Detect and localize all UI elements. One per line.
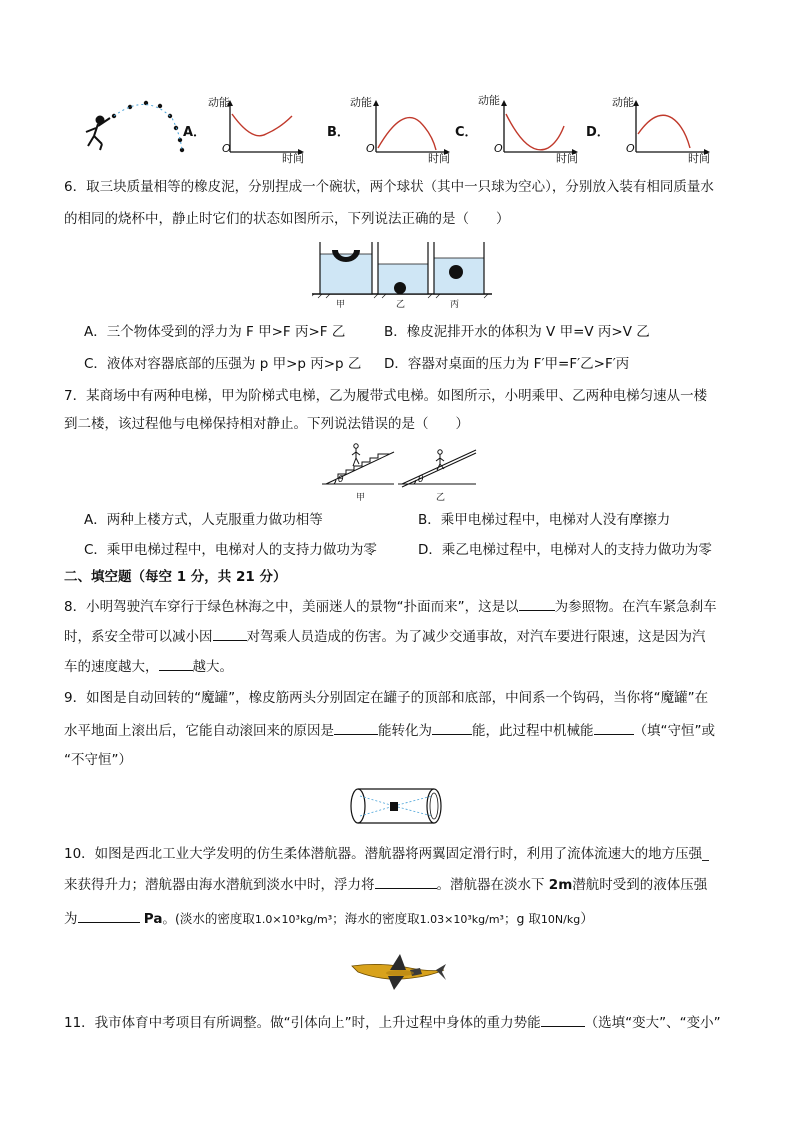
q10-blank-3[interactable] <box>78 908 140 923</box>
q11-text: 11．我市体育中考项目有所调整。做“引体向上”时，上升过程中身体的重力势能 <box>64 1015 541 1031</box>
q9-blank-2[interactable] <box>432 720 472 735</box>
curve-b <box>378 118 436 150</box>
q5-option-b-letter[interactable]: B． <box>327 125 350 140</box>
q6-option-a[interactable]: A．三个物体受到的浮力为 F 甲>F 丙>F 乙 <box>84 324 346 340</box>
graph-a <box>227 100 304 155</box>
q5-a-ylabel: 动能 <box>208 96 230 109</box>
hook-weight <box>390 802 398 811</box>
beaker-jia <box>320 242 372 294</box>
q6-label-bing: 丙 <box>450 300 460 310</box>
q7-stem-line2: 到二楼，该过程他与电梯保持相对静止。下列说法错误的是（ ） <box>64 416 469 432</box>
q9-line1: 9．如图是自动回转的“魔罐”，橡皮筋两头分别固定在罐子的顶部和底部，中间系一个钩码，当你将“魔罐”在 <box>64 690 709 706</box>
q6-option-c[interactable]: C．液体对容器底部的压强为 p 甲>p 丙>p 乙 <box>84 356 362 372</box>
q8-blank-2[interactable] <box>213 626 247 641</box>
beaker-yi <box>378 242 428 294</box>
q8-text: 越大。 <box>192 659 233 675</box>
q5-c-xlabel: 时间 <box>556 152 578 165</box>
q9-line3: “不守恒”） <box>64 752 132 768</box>
q7-option-c[interactable]: C．乘甲电梯过程中，电梯对人的支持力做功为零 <box>84 542 377 558</box>
q5-c-origin: O <box>494 142 503 155</box>
q6-stem-line2: 的相同的烧杯中，静止时它们的状态如图所示，下列说法正确的是（ ） <box>64 211 510 227</box>
graph-c <box>501 100 578 155</box>
hollow-ball <box>449 265 463 279</box>
q5-option-c-letter[interactable]: C． <box>455 125 478 140</box>
q8-line1 <box>64 596 717 617</box>
q5-c-ylabel: 动能 <box>478 94 500 107</box>
q6-option-d[interactable]: D．容器对桌面的压力为 F′甲=F′乙>F′丙 <box>384 356 630 372</box>
athlete-figure <box>86 117 110 151</box>
q8-line2 <box>64 626 706 647</box>
q7-angle-yi: θ <box>418 475 424 485</box>
q6-option-b[interactable]: B．橡皮泥排开水的体积为 V 甲=V 丙>V 乙 <box>384 324 650 340</box>
q8-text: 车的速度越大， <box>64 659 159 675</box>
q10-g-value: 10N/kg <box>540 913 581 926</box>
q10-text: ） <box>580 911 594 927</box>
q8-blank-3[interactable] <box>159 656 193 671</box>
q9-text: （填“守恒”或 <box>633 723 715 739</box>
q5-a-xlabel: 时间 <box>282 152 304 165</box>
graph-b <box>373 100 450 155</box>
curve-c <box>506 114 564 150</box>
q7-option-a[interactable]: A．两种上楼方式，人克服重力做功相等 <box>84 512 323 528</box>
q10-text: 潜航时受到的液体压强 <box>572 877 708 893</box>
belt-escalator <box>398 450 476 487</box>
q10-text: 为 <box>64 911 78 927</box>
q11-text: （选填“变大”、“变小” <box>584 1015 721 1031</box>
q5-d-xlabel: 时间 <box>688 152 710 165</box>
curve-d <box>638 115 690 148</box>
q10-text: 。(淡水的密度取 <box>162 911 255 926</box>
q8-text: 时，系安全带可以减小因 <box>64 629 213 645</box>
q10-depth: 2m <box>548 877 573 893</box>
q10-sea-density: 1.03×10³kg/m³ <box>419 913 504 926</box>
q9-line2 <box>64 720 715 741</box>
q9-text: 能转化为 <box>378 723 432 739</box>
q11-line1 <box>64 1012 721 1033</box>
q8-text: 对驾乘人员造成的伤害。为了减少交通事故，对汽车要进行限速，这是因为汽 <box>246 629 706 645</box>
q5-option-a-letter[interactable]: A． <box>183 125 207 140</box>
q8-line3 <box>64 656 233 677</box>
q7-stem-line1: 7．某商场中有两种电梯，甲为阶梯式电梯，乙为履带式电梯。如图所示，小明乘甲、乙两种电梯匀速从一楼 <box>64 388 708 404</box>
step-escalator <box>322 444 394 484</box>
q7-option-d[interactable]: D．乘乙电梯过程中，电梯对人的支持力做功为零 <box>418 542 712 558</box>
q7-label-jia: 甲 <box>356 493 366 503</box>
bionic-submersible-figure <box>350 950 446 994</box>
q5-a-origin: O <box>222 142 231 155</box>
q8-blank-1[interactable] <box>519 596 555 611</box>
section-fill-in-title: 二、填空题（每空 1 分，共 21 分） <box>64 569 287 585</box>
q5-b-ylabel: 动能 <box>350 96 372 109</box>
q10-line2 <box>64 874 707 895</box>
q10-text: 。潜航器在淡水下 <box>436 877 545 893</box>
q7-option-b[interactable]: B．乘甲电梯过程中，电梯对人没有摩擦力 <box>418 512 671 528</box>
q10-line1: 10．如图是西北工业大学发明的仿生柔体潜航器。潜航器将两翼固定滑行时，利用了流体流速大的地方压强_ <box>64 846 709 862</box>
q10-text: 来获得升力；潜航器由海水潜航到淡水中时，浮力将 <box>64 877 375 893</box>
q5-option-d-letter[interactable]: D． <box>586 125 610 140</box>
q11-blank-1[interactable] <box>541 1012 585 1027</box>
q9-blank-3[interactable] <box>594 720 634 735</box>
q6-label-jia: 甲 <box>336 300 346 310</box>
solid-ball <box>394 282 406 294</box>
q10-blank-2[interactable] <box>375 874 437 889</box>
graph-d <box>633 100 710 155</box>
beaker-bing <box>434 242 484 294</box>
q10-text: ；g 取 <box>503 911 541 926</box>
q6-label-yi: 乙 <box>396 300 406 310</box>
q9-text: 能，此过程中机械能 <box>472 723 594 739</box>
q8-text: 为参照物。在汽车紧急刹车 <box>554 599 717 615</box>
q5-b-origin: O <box>366 142 375 155</box>
magic-can-figure <box>348 786 446 826</box>
q6-stem-line1: 6．取三块质量相等的橡皮泥，分别捏成一个碗状，两个球状（其中一只球为空心），分别放入装有相同质量水 <box>64 179 714 195</box>
q8-text: 8．小明驾驶汽车穿行于绿色林海之中，美丽迷人的景物“扑面而来”，这是以 <box>64 599 519 615</box>
q9-blank-1[interactable] <box>334 720 378 735</box>
q7-escalator-figure <box>318 440 498 494</box>
q5-d-origin: O <box>626 142 635 155</box>
q10-text: ；海水的密度取 <box>332 911 420 926</box>
q10-line3 <box>64 908 594 930</box>
q6-beakers-figure <box>312 238 492 300</box>
q5-b-xlabel: 时间 <box>428 152 450 165</box>
q10-fresh-density: 1.0×10³kg/m³ <box>254 913 333 926</box>
q7-label-yi: 乙 <box>436 493 446 503</box>
curve-a <box>232 114 292 136</box>
trajectory-dots <box>112 101 184 152</box>
q5-d-ylabel: 动能 <box>612 96 634 109</box>
q9-text: 水平地面上滚出后，它能自动滚回来的原因是 <box>64 723 334 739</box>
q7-angle-jia: θ <box>338 475 344 485</box>
q10-unit: Pa <box>143 911 163 927</box>
